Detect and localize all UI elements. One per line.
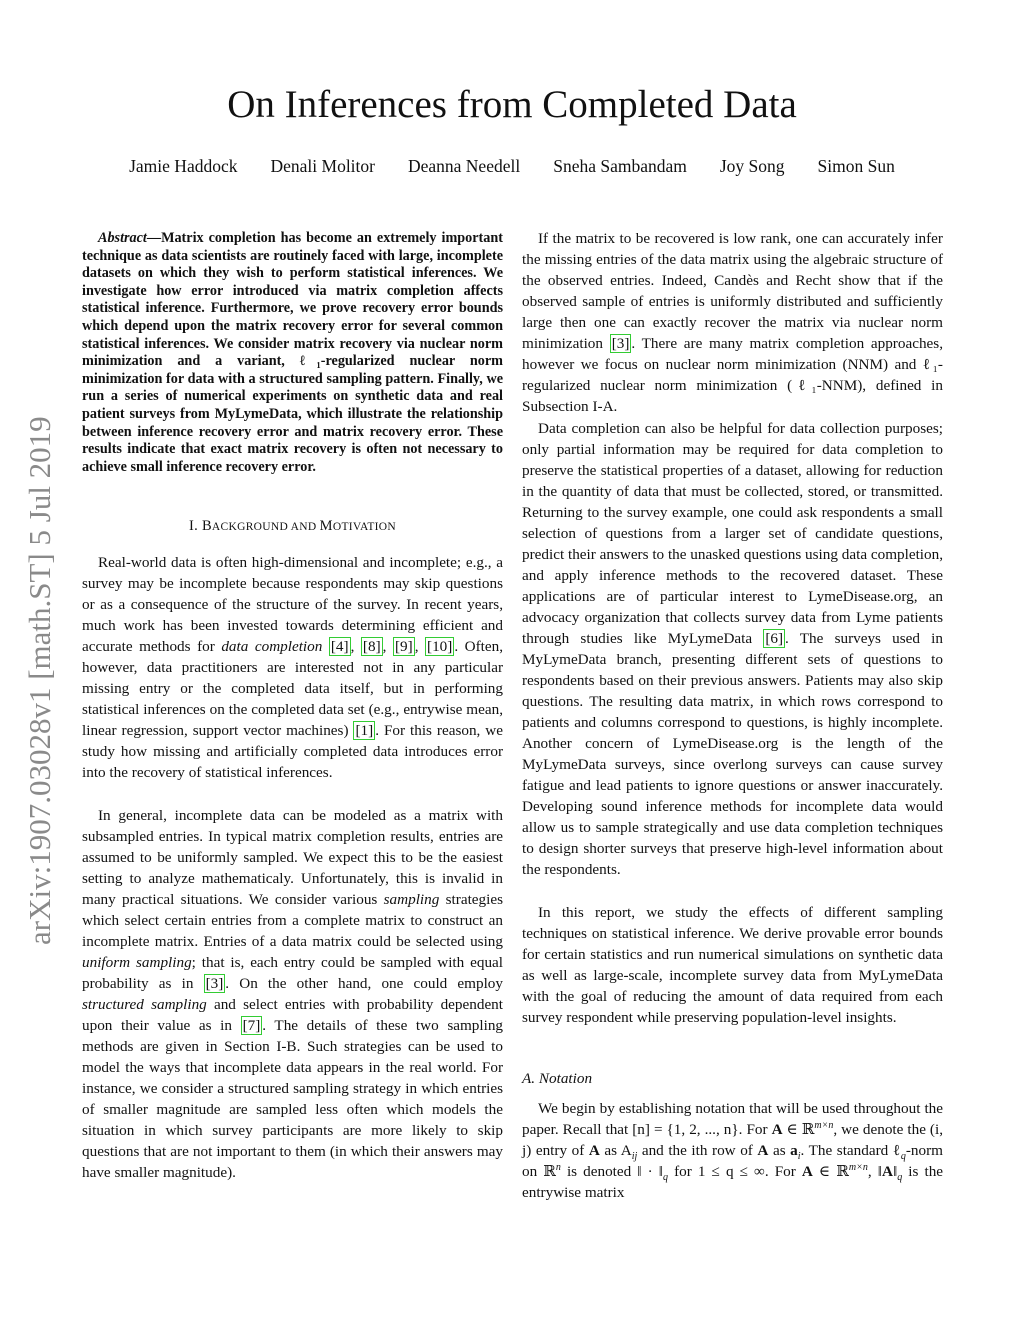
citation-link[interactable]: [8] (362, 638, 381, 655)
citation-link[interactable]: [6] (765, 630, 784, 647)
section-number: I. (188, 518, 202, 534)
text-segment: , (350, 638, 361, 655)
author: Deanna Needell (407, 156, 521, 176)
author: Jamie Haddock (129, 156, 238, 176)
heading-part: B (201, 518, 212, 534)
text-segment: as A (599, 1142, 632, 1159)
text-segment: If the matrix to be recovered is low rank, one can accurately infer the missing entries of the data matrix using the algebraic structure of the observed entries. Indeed, Candès and Recht show that if the observed sample of entries is uniformly distributed and sufficiently large then one can exactly recover the matrix via nuclear norm minimization (522, 230, 943, 352)
author-list (0, 156, 1024, 177)
text-segment: uniform sampling (82, 954, 192, 971)
citation-link[interactable]: [1] (355, 722, 374, 739)
text-segment: A (588, 1142, 600, 1159)
author: Joy Song (719, 156, 785, 176)
author: Simon Sun (817, 156, 895, 176)
citation-link[interactable]: [9] (394, 638, 413, 655)
heading-part: M (319, 518, 333, 534)
citation-link[interactable]: [3] (205, 975, 224, 992)
text-segment (322, 638, 329, 655)
text-segment: q (897, 1172, 903, 1184)
text-segment: Abstract (98, 230, 147, 246)
text-segment: Data completion can also be helpful for data collection purposes; only partial information may be required for data completion to preserve the statistical properties of a dataset, allowing for reduction in the quantity of data that must be collected, stored, or transmitted. Returning to the survey example, one could ask respondents a small selection of questions from a larger set of candidate questions, predict their answers to the unasked questions using data completion, and apply inference methods to the recovered dataset. These applications are of particular interest to LymeDisease.org, an advocacy organization that collects survey data from Lyme patients through studies like MyLymeData (522, 420, 943, 647)
text-segment: sampling (383, 891, 440, 908)
text-segment: A (757, 1142, 769, 1159)
text-segment: . The standard ℓ (800, 1142, 901, 1159)
citation-link[interactable]: [7] (242, 1017, 261, 1034)
text-segment: q (663, 1172, 669, 1184)
text-segment: , (414, 638, 426, 655)
heading-part: ACKGROUND AND (211, 521, 320, 533)
text-segment: A (771, 1121, 783, 1138)
text-segment: Real-world data is often high-dimensional and incomplete; e.g., a survey may be incomplete because respondents may skip questions or as a consequence of the structure of the survey. In recent years, much work has been invested towards determining efficient and accurate methods for (82, 554, 503, 655)
text-segment: q (900, 1151, 906, 1163)
text-segment: ; that is, each entry could be sampled with equal probability as in (82, 954, 503, 992)
text-segment: A (801, 1163, 813, 1180)
text-segment: m×n (848, 1161, 868, 1173)
text-segment: m×n (814, 1119, 834, 1131)
text-segment: . The details of these two sampling methods are given in Section I-B. Such strategies can be used to model the ways that incomplete data appears in the real world. For instance, we consider a structured sampling strategy in which entries of smaller magnitude are sampled less often which models the situation in which survey participants are more likely to skip questions that are not important to them (in which their answers may have smaller magnitude). (82, 1017, 504, 1181)
author: Denali Molitor (270, 156, 375, 176)
text-segment: is denoted ‖ · ‖ (560, 1163, 664, 1180)
text-segment: for 1 ≤ q ≤ ∞. For (668, 1163, 802, 1180)
citation-link[interactable]: [4] (330, 638, 349, 655)
author: Sneha Sambandam (553, 156, 687, 176)
heading-part: OTIVATION (332, 521, 397, 533)
text-segment: . On the other hand, one could employ (225, 975, 503, 992)
text-segment: . The surveys used in MyLymeData branch, presenting different sets of questions to respondents based on their previous answers. Patients may also skip questions. The resulting data matrix, in which rows correspond to patients and columns correspond to questions, is highly incomplete. Another concern of LymeDisease.org is the length of the MyLymeData surveys, since overlong surveys can cause survey fatigue and lead patients to ignore questions or answer inaccurately. Developing sound inference methods for incomplete data would allow us to sample strategically and use data completion techniques to design shorter surveys that preserve high-level information about the respondents. (522, 630, 943, 878)
text-segment: We begin by establishing notation that will be used throughout the paper. Recall that [n] = {1, 2, ..., n}. For (522, 1100, 943, 1138)
text-segment: In general, incomplete data can be modeled as a matrix with subsampled entries. In typical matrix completion results, entries are assumed to be uniformly sampled. We expect this to be the easiest setting to analyze mathematicaly. Unfortunately, this is invalid in many practical situations. We consider various (82, 807, 503, 908)
text-segment: is the entrywise matrix (522, 1163, 944, 1201)
text-segment: structured sampling (82, 996, 207, 1013)
paragraph (522, 902, 943, 1028)
text-segment: , we denote the (i, j) entry of (522, 1121, 944, 1159)
abstract (82, 230, 503, 476)
text-segment: a (790, 1142, 798, 1159)
paragraph (82, 552, 503, 783)
text-segment: -norm on ℝ (522, 1142, 943, 1180)
paragraph (522, 418, 943, 880)
text-segment: . There are many matrix completion approaches, however we focus on nuclear norm minimization (NNM) and ℓ₁-regularized nuclear norm minimization (ℓ₁-NNM), defined in Subsection I-A. (522, 335, 943, 415)
text-segment: i (797, 1151, 801, 1163)
text-segment: ‖ (892, 1163, 898, 1180)
citation-link[interactable]: [3] (611, 335, 630, 352)
paper-title: On Inferences from Completed Data (227, 83, 797, 126)
text-segment: In this report, we study the effects of different sampling techniques on statistical inference. We derive provable error bounds for certain statistics and run numerical simulations on synthetic data as well as large-scale, incomplete survey data from MyLymeData with the goal of reducing the amount of data required from each survey respondent while preserving population-level insights. (522, 904, 943, 1026)
text-segment: ij (631, 1151, 638, 1163)
text-segment: —Matrix completion has become an extremely important technique as data scientists are routinely faced with large, incomplete datasets on which they wish to perform statistical inferences. We investigate how error introduced via matrix completion affects statistical inference. Furthermore, we prove recovery error bounds which depend upon the matrix recovery error for several common statistical inferences. We consider matrix recovery via nuclear norm minimization and a variant, ℓ₁-regularized nuclear norm minimization for data with a structured sampling pattern. Finally, we run a series of numerical experiments on synthetic data and real patient surveys from MyLymeData, which illustrate the relationship between inference recovery error and matrix recovery error. These results indicate that exact matrix recovery is often not necessary to achieve small inference recovery error. (82, 230, 503, 475)
text-segment: , (382, 638, 393, 655)
text-segment: . Often, however, data practitioners are interested not in any particular missing entry or the completed data itself, but in performing statistical inferences on the completed data set (e.g., entrywise mean, linear regression, support vector machines) (82, 638, 504, 739)
text-segment: and the ith row of (637, 1142, 758, 1159)
text-segment: strategies which select certain entries from a complete matrix to construct an incomplete matrix. Entries of a data matrix could be selected using (82, 891, 504, 950)
text-segment: ∈ ℝ (782, 1121, 815, 1138)
text-segment: as (768, 1142, 791, 1159)
arxiv-identifier: arXiv:1907.03028v1 [math.ST] 5 Jul 2019 (22, 416, 57, 945)
text-segment: . For this reason, we study how missing and artificially completed data introduces error into the recovery of statistical inferences. (82, 722, 503, 781)
paragraph (522, 1098, 943, 1203)
text-segment: , ‖ (867, 1163, 882, 1180)
citation-link[interactable]: [10] (427, 638, 453, 655)
section-heading (82, 518, 503, 535)
text-segment: n (555, 1161, 561, 1173)
paragraph (82, 805, 503, 1183)
text-segment: data completion (221, 638, 323, 655)
subsection-heading: A. Notation (522, 1070, 593, 1087)
text-segment: and select entries with probability dependent upon their value as in (82, 996, 503, 1034)
paragraph (522, 228, 943, 417)
text-segment: A (881, 1163, 893, 1180)
text-segment: ∈ ℝ (812, 1163, 849, 1180)
